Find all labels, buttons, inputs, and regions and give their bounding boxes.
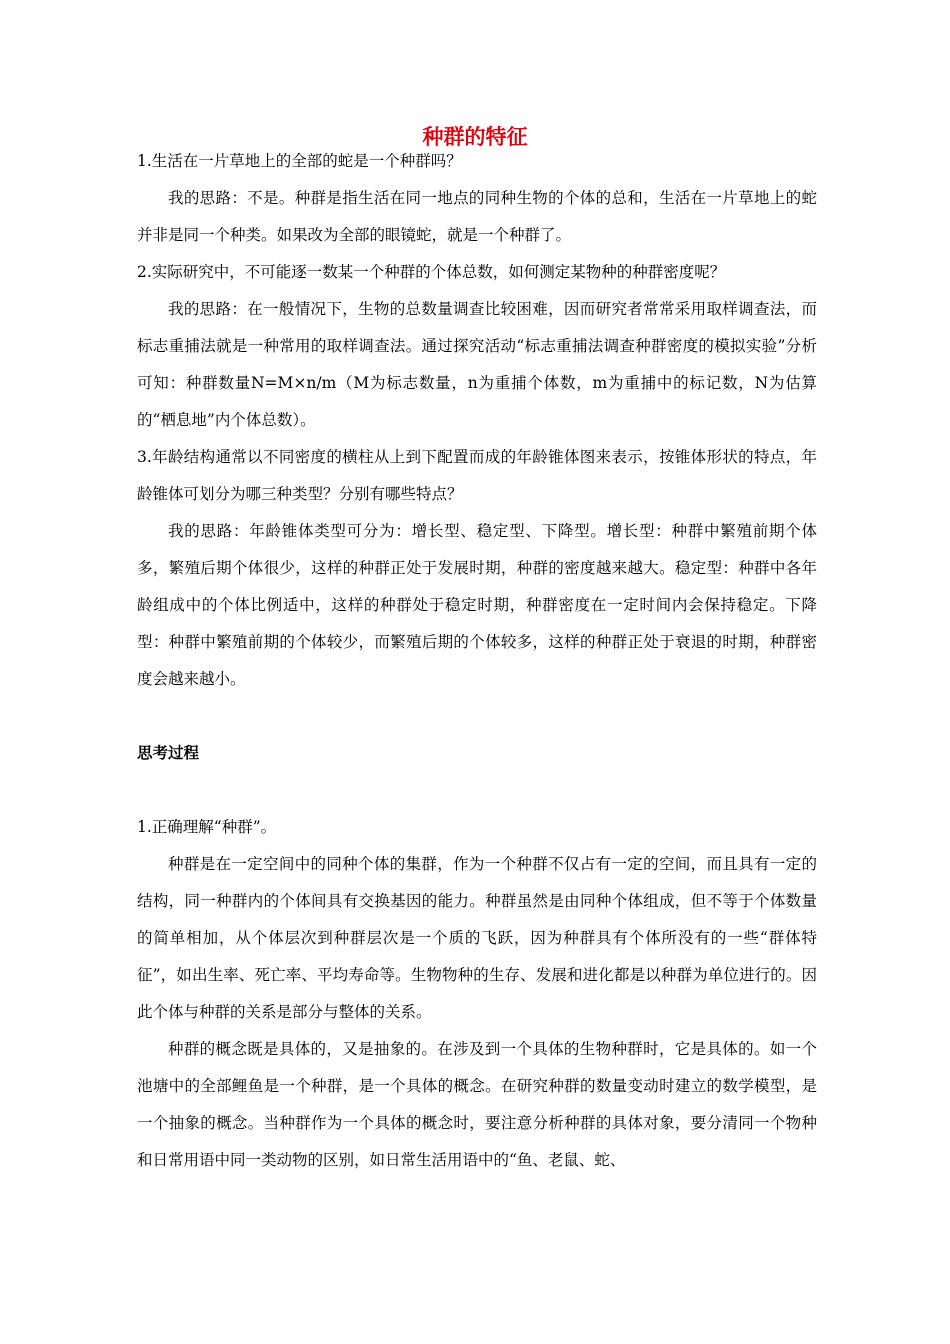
question-3: 3.年龄结构通常以不同密度的横柱从上到下配置而成的年龄锥体图来表示，按锥体形状的特点，年龄锥体可划分为哪三种类型？分别有哪些特点？ (137, 448, 817, 503)
question-2: 2.实际研究中，不可能逐一数某一个种群的个体总数，如何测定某物种的种群密度呢？ (137, 263, 726, 281)
answer-3: 我的思路：年龄锥体类型可分为：增长型、稳定型、下降型。增长型：种群中繁殖前期个体多，繁殖后期个体很少，这样的种群正处于发展时期，种群的密度越来越大。稳定型：种群中各年龄组成中的个体比例适中，这样的种群处于稳定时期，种群密度在一定时间内会保持稳定。下降型：种群中繁殖前期的个体较少，而繁殖后期的个体较多，这样的种群正处于衰退的时期，种群密度会越来越小。 (137, 522, 817, 688)
question-1: 1.生活在一片草地上的全部的蛇是一个种群吗？ (137, 152, 462, 170)
section-heading: 思考过程 (137, 744, 200, 762)
paragraph-2: 种群的概念既是具体的，又是抽象的。在涉及到一个具体的生物种群时，它是具体的。如一个池塘中的全部鲤鱼是一个种群，是一个具体的概念。在研究种群的数量变动时建立的数学模型，是一个抽象的概念。当种群作为一个具体的概念时，要注意分析种群的具体对象，要分清同一个物种和日常用语中同一类动物的区别，如日常生活用语中的“鱼、老鼠、蛇、 (137, 1040, 817, 1169)
paragraph-1: 种群是在一定空间中的同种个体的集群，作为一个种群不仅占有一定的空间，而且具有一定的结构，同一种群内的个体间具有交换基因的能力。种群虽然是由同种个体组成，但不等于个体数量的简单相加，从个体层次到种群层次是一个质的飞跃，因为种群具有个体所没有的一些“群体特征”，如出生率、死亡率、平均寿命等。生物物种的生存、发展和进化都是以种群为单位进行的。因此个体与种群的关系是部分与整体的关系。 (137, 855, 817, 1021)
answer-2: 我的思路：在一般情况下，生物的总数量调查比较困难，因而研究者常常采用取样调查法，而标志重捕法就是一种常用的取样调查法。通过探究活动“标志重捕法调查种群密度的模拟实验”分析可知：种群数量N=M×n/m（M为标志数量，n为重捕个体数，m为重捕中的标记数，N为估算的“栖息地”内个体总数）。 (137, 300, 817, 429)
document-title: 种群的特征 (422, 125, 528, 149)
document-body (137, 143, 817, 1179)
subsection-1: 1.正确理解“种群”。 (137, 818, 277, 836)
answer-1: 我的思路：不是。种群是指生活在同一地点的同种生物的个体的总和，生活在一片草地上的蛇并非是同一个种类。如果改为全部的眼镜蛇，就是一个种群了。 (137, 189, 817, 244)
